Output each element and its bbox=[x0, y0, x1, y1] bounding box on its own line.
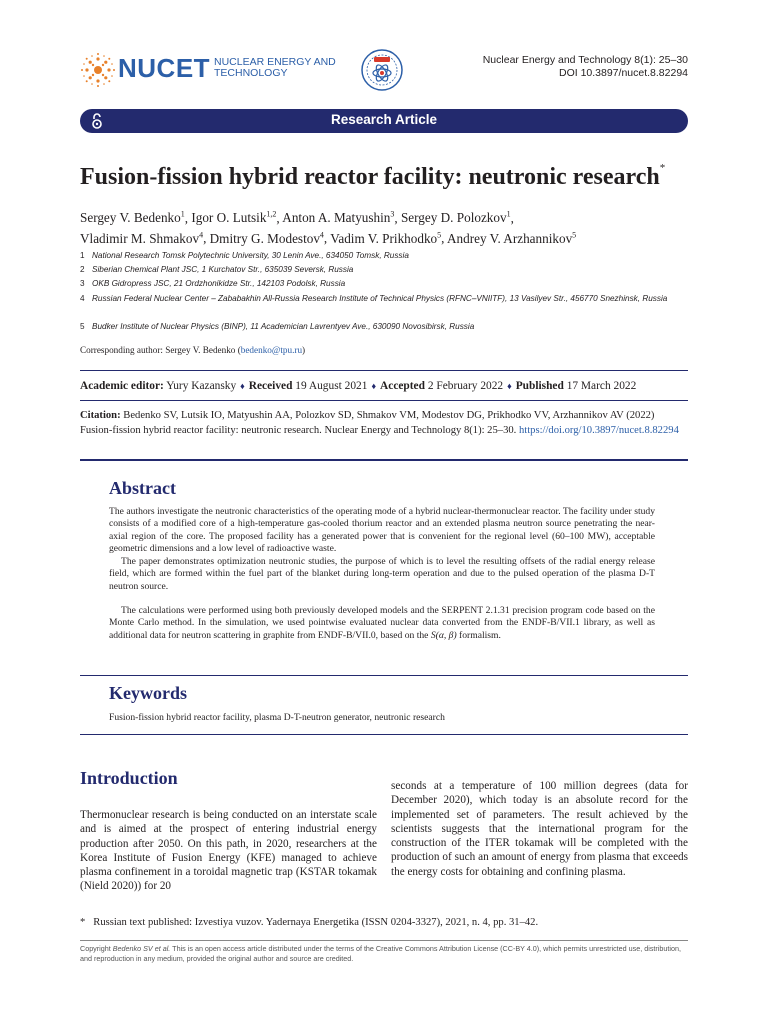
author[interactable]: Vladimir M. Shmakov$^4$ bbox=[80, 230, 204, 246]
citation: Citation: Bedenko SV, Lutsik IO, Matyushin AA, Polozkov SD, Shmakov VM, Modestov DG, Prikhodko VV, Arzhannikov AV (2022) Fusion-fission hybrid reactor facility: neutronic research. Nuclear Energy and Technology 8(1): 25–30. https://doi.org/10.3897/nucet.8.82294 bbox=[80, 410, 679, 436]
journal-logo bbox=[80, 50, 380, 90]
keywords-text: Fusion-fission hybrid reactor facility, plasma D-T-neutron generator, neutronic research bbox=[109, 712, 445, 723]
body-text-column-2: seconds at a temperature of 100 million degrees (data for December 2020), which today is an absolute record for the implemented set of parameters. The result achieved by the scientists suggests that the international program for the construction of the ITER tokamak will be completed with the production of such an amount of energy from plasma that exceeds the energy costs for obtaining and confining plasma. bbox=[391, 780, 688, 878]
author[interactable]: Sergey V. Bedenko$^1$ bbox=[80, 210, 185, 226]
doi-text[interactable]: DOI 10.3897/nucet.8.82294 bbox=[558, 67, 688, 79]
author[interactable]: Anton A. Matyushin$^3$ bbox=[282, 210, 395, 226]
divider bbox=[80, 675, 688, 676]
email-link[interactable]: bedenko@tpu.ru bbox=[240, 345, 303, 355]
author[interactable]: Andrey V. Arzhannikov$^5$ bbox=[447, 230, 577, 246]
author[interactable]: Sergey D. Polozkov$^1$ bbox=[400, 210, 511, 226]
affiliation: 2 Siberian Chemical Plant JSC, 1 Kurchatov Str., 635039 Seversk, Russia bbox=[80, 265, 354, 274]
article-type-label: Research Article bbox=[330, 112, 438, 127]
title-footnote-mark[interactable]: * bbox=[659, 162, 666, 174]
journal-reference bbox=[483, 54, 688, 80]
publication-dates: Academic editor: Yury Kazansky ♦ Received 19 August 2021 ♦ Accepted 2 February 2022 ♦ Published 17 March 2022 bbox=[80, 380, 637, 392]
abstract-heading: Abstract bbox=[109, 478, 176, 498]
affiliation: 3 OKB Gidropress JSC, 21 Ordzhonikidze Str., 142103 Podolsk, Russia bbox=[80, 279, 346, 288]
doi-link[interactable]: https://doi.org/10.3897/nucet.8.82294 bbox=[518, 425, 679, 436]
logo-wordmark: NUCET bbox=[118, 53, 211, 83]
keywords-heading: Keywords bbox=[109, 683, 187, 703]
divider bbox=[80, 940, 688, 941]
abstract-paragraph: The paper demonstrates optimization neutronic studies, the purpose of which is to level the resulting offsets of the radial energy release field, which are formed within the fuel part of the blanket during long-term operation and due to the pulsed operation of the plasma D-T neutron source. bbox=[109, 556, 655, 592]
introduction-heading: Introduction bbox=[80, 768, 178, 788]
author-list: Sergey V. Bedenko$^1$, Igor O. Lutsik$^{1,2}$, Anton A. Matyushin$^3$, Sergey D. Polozkov$^1$, Vladimir M. Shmakov$^4$, Dmitry G. Modestov$^4$, Vadim V. Prikhodko$^5$, Andrey V. Arzhannikov$^5$ bbox=[80, 210, 577, 246]
body-text-column-1: Thermonuclear research is being conducted on an interstate scale and is aimed at the prospect of entering industrial energy production after 2050. On this path, in 2020, researchers at the Korea Institute of Fusion Energy (KFE) managed to achieve plasma confinement in a toroidal magnetic trap (KSTAR tokamak (Nield 2020)) for 20 bbox=[80, 809, 377, 893]
divider bbox=[80, 370, 688, 371]
affiliation: 1 National Research Tomsk Polytechnic University, 30 Lenin Ave., 634050 Tomsk, Russia bbox=[80, 251, 409, 260]
divider bbox=[80, 400, 688, 401]
affiliation: 4 Russian Federal Nuclear Center – Zababakhin All-Russia Research Institute of Technical Physics (RFNC–VNIITF), 13 Vasilyev Str., 456770 Snezhinsk, Russia bbox=[80, 294, 668, 303]
logo-subtitle: NUCLEAR ENERGY AND TECHNOLOGY bbox=[214, 56, 336, 79]
author[interactable]: Igor O. Lutsik$^{1,2}$ bbox=[191, 210, 277, 226]
corresponding-author: Corresponding author: Sergey V. Bedenko (bedenko@tpu.ru) bbox=[80, 345, 306, 355]
article-title: Fusion-fission hybrid reactor facility: neutronic research* bbox=[80, 162, 666, 190]
divider bbox=[80, 459, 688, 461]
author[interactable]: Dmitry G. Modestov$^4$ bbox=[209, 230, 324, 246]
institute-emblem-icon bbox=[360, 48, 404, 92]
atom-burst-icon bbox=[80, 52, 116, 88]
journal-volume: Nuclear Energy and Technology 8(1): 25–30 bbox=[482, 54, 688, 66]
article-type-banner bbox=[80, 109, 688, 133]
footnote: * Russian text published: Izvestiya vuzov. Yadernaya Energetika (ISSN 0204-3327), 2021, n. 4, pp. 31–42. bbox=[80, 917, 539, 928]
affiliation: 5 Budker Institute of Nuclear Physics (BINP), 11 Academician Lavrentyev Ave., 630090 Novosibirsk, Russia bbox=[80, 322, 475, 331]
abstract-paragraph: The authors investigate the neutronic characteristics of the operating mode of a hybrid nuclear-thermonuclear reactor. The facility under study consists of a modified core of a high-temperature gas-cooled thorium reactor and an extended plasma neutron source penetrating the near-axial region of the core. The proposed facility has a generated power that is convenient for the regional level (60–100 MW), acceptable geometric dimensions and a low level of radioactive waste. bbox=[109, 506, 655, 555]
copyright-notice: Copyright Bedenko SV et al. This is an open access article distributed under the terms of the Creative Commons Attribution License (CC-BY 4.0), which permits unrestricted use, distribution, and reproduction in any medium, provided the original author and source are credited. bbox=[80, 944, 681, 963]
abstract-paragraph: The calculations were performed using both previously developed models and the SERPENT 2.1.31 precision program code based on the Monte Carlo method. In the simulation, we used pointwise evaluated nuclear data converted from the ENDF-B/VII.1 library, as well as additional data for neutron scattering in graphite from ENDF-B/VII.0, based on the S(α, β) formalism. bbox=[109, 605, 655, 641]
author[interactable]: Vadim V. Prikhodko$^5$ bbox=[330, 230, 442, 246]
divider bbox=[80, 734, 688, 735]
